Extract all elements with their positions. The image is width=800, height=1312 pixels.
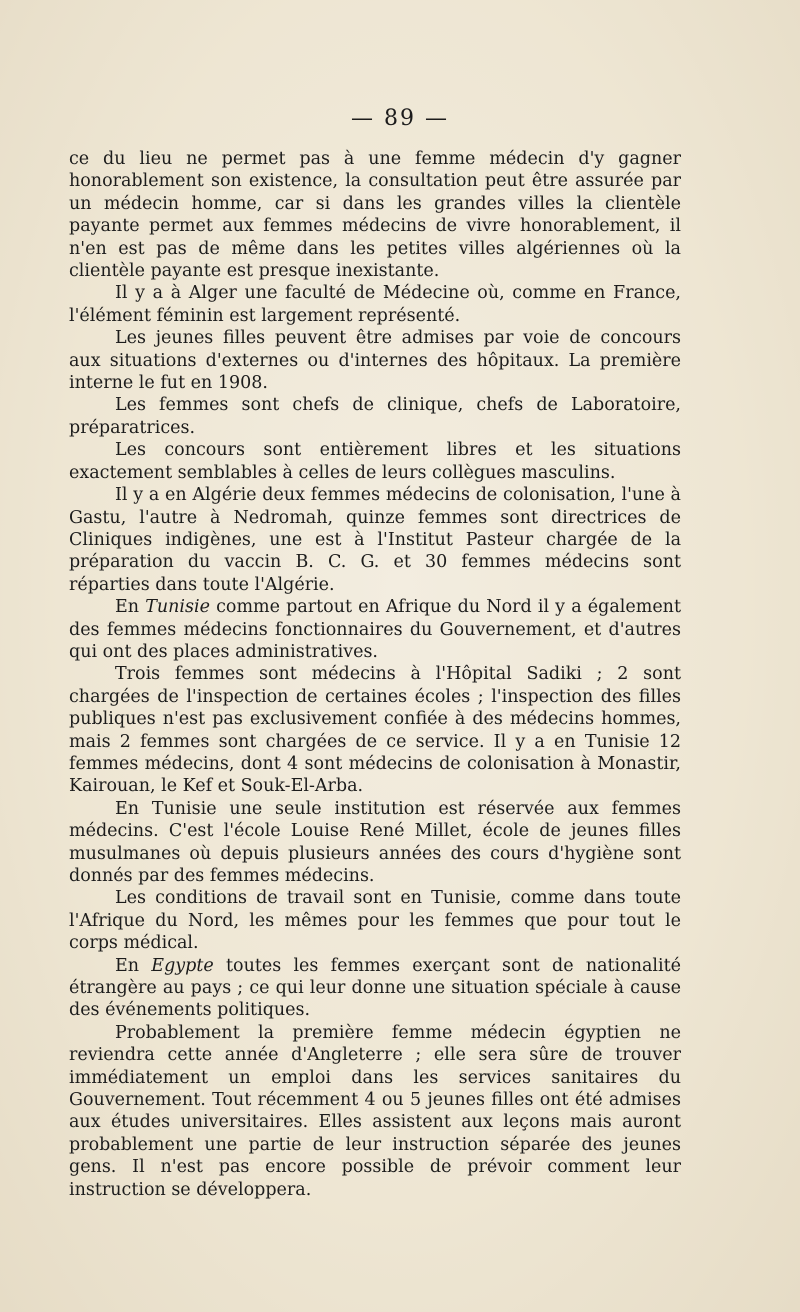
- paragraph-tunisie: [69, 596, 681, 663]
- paragraph: Les jeunes filles peuvent être admises par voie de concours aux situations d'externes ou d'internes des hôpitaux. La première interne le fut en 1908.: [69, 328, 681, 394]
- paragraph: Les concours sont entièrement libres et les situations exactement semblables à celles de leurs collègues masculins.: [69, 440, 681, 483]
- paragraph: Il y a à Alger une faculté de Médecine où, comme en France, l'élément féminin est largement représenté.: [69, 283, 681, 326]
- paragraph-rest: toutes les femmes exerçant sont de nationalité étrangère au pays ; ce qui leur donne une situation spéciale à cause des événements politiques.: [69, 955, 681, 1021]
- page-number: — 89 —: [351, 106, 449, 131]
- paragraph: Les femmes sont chefs de clinique, chefs de Laboratoire, préparatrices.: [69, 395, 681, 438]
- emphasized-country: Egypte: [151, 955, 214, 976]
- paragraph-lead: En: [115, 597, 140, 618]
- paragraph: En Tunisie une seule institution est réservée aux femmes médecins. C'est l'école Louise René Millet, école de jeunes filles musulmanes où depuis plusieurs années des cours d'hygiène sont donnés par des femmes médecins.: [69, 798, 681, 886]
- paragraph: Probablement la première femme médecin égyptien ne reviendra cette année d'Angleterre ; elle sera sûre de trouver immédiatement un emploi dans les services sanitaires du Gouvernement. Tout récemment 4 ou 5 jeunes filles ont été admises aux études universitaires. Elles assistent aux leçons mais auront probablement une partie de leur instruction séparée des jeunes gens. Il n'est pas encore possible de prévoir comment leur instruction se développera.: [69, 1022, 681, 1200]
- body-text: [69, 148, 681, 1201]
- paragraph-rest: comme partout en Afrique du Nord il y a également des femmes médecins fonctionnaires du Gouvernement, et d'autres qui ont des places administratives.: [69, 597, 681, 662]
- paragraph: Il y a en Algérie deux femmes médecins de colonisation, l'une à Gastu, l'autre à Nedromah, quinze femmes sont directrices de Cliniques indigènes, une est à l'Institut Pasteur chargée de la préparation du vaccin B. C. G. et 30 femmes médecins sont réparties dans toute l'Algérie.: [69, 485, 681, 595]
- paragraph-egypte: [69, 955, 681, 1022]
- emphasized-country: Tunisie: [145, 597, 210, 618]
- paragraph: ce du lieu ne permet pas à une femme médecin d'y gagner honorablement son existence, la consultation peut être assurée par un médecin homme, car si dans les grandes villes la clientèle payante permet aux femmes médecins de vivre honorablement, il n'en est pas de même dans les petites villes algériennes où la clientèle payante est presque inexistante.: [69, 149, 681, 282]
- paragraph: Les conditions de travail sont en Tunisie, comme dans toute l'Afrique du Nord, les mêmes pour les femmes que pour tout le corps médical.: [69, 888, 681, 954]
- paragraph: Trois femmes sont médecins à l'Hôpital Sadiki ; 2 sont chargées de l'inspection de certaines écoles ; l'inspection des filles publiques n'est pas exclusivement confiée à des médecins hommes, mais 2 femmes sont chargées de ce service. Il y a en Tunisie 12 femmes médecins, dont 4 sont médecins de colonisation à Monastir, Kairouan, le Kef et Souk-El-Arba.: [69, 664, 681, 797]
- paragraph-lead: En: [115, 955, 140, 976]
